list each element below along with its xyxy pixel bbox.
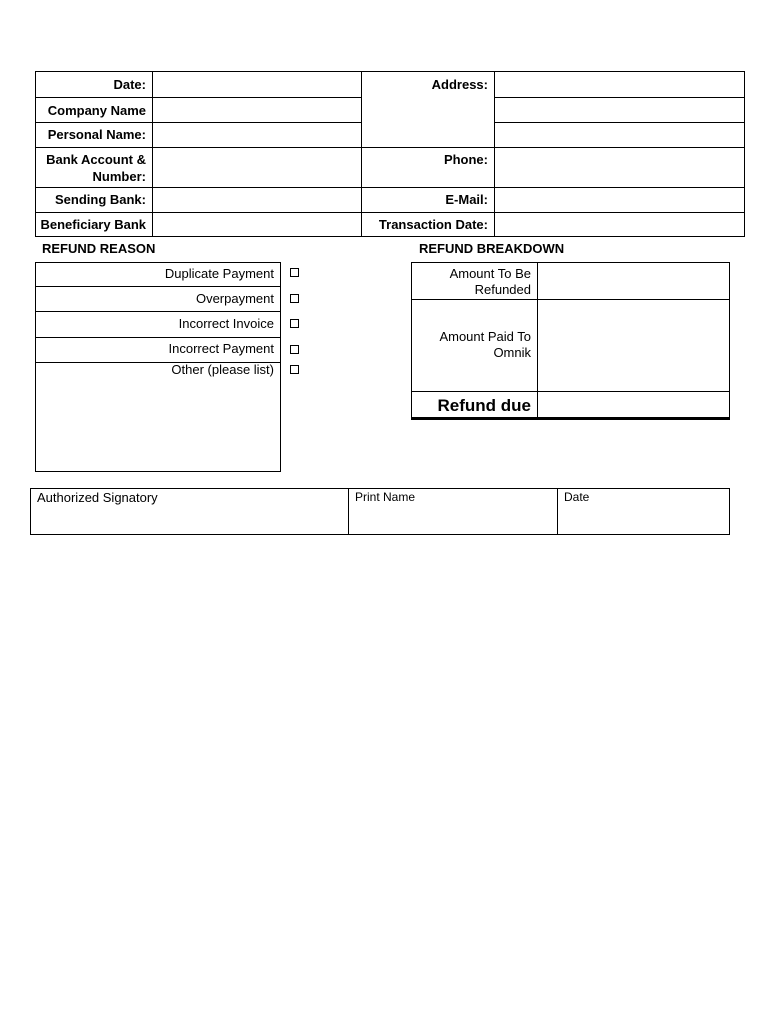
reason-other-label: Other (please list) xyxy=(171,362,274,377)
reason-overpayment-label: Overpayment xyxy=(195,291,274,306)
other-checkbox[interactable] xyxy=(290,365,299,374)
company-name-label: Company Name xyxy=(47,103,146,118)
phone-field[interactable] xyxy=(495,148,745,187)
incorrect-payment-checkbox[interactable] xyxy=(290,345,299,354)
bank-account-label-line1: Bank Account & xyxy=(46,152,146,167)
bank-account-label-line2: Number: xyxy=(92,169,146,184)
date-field[interactable] xyxy=(153,72,361,97)
refund-due-field[interactable] xyxy=(538,392,729,417)
reason-incorrect-invoice-label: Incorrect Invoice xyxy=(178,316,274,331)
amount-to-be-refunded-field[interactable] xyxy=(538,263,729,299)
amount-to-be-refunded-label xyxy=(413,266,531,298)
bank-account-label xyxy=(36,151,146,185)
amount-paid-line2: Omnik xyxy=(493,345,531,360)
reason-divider xyxy=(35,311,281,312)
amount-paid-label xyxy=(413,329,531,361)
duplicate-payment-checkbox[interactable] xyxy=(290,268,299,277)
reason-duplicate-payment-label: Duplicate Payment xyxy=(164,266,274,281)
phone-label: Phone: xyxy=(443,152,488,167)
amount-to-be-refunded-line2: Refunded xyxy=(474,282,531,297)
authorized-signatory-label: Authorized Signatory xyxy=(37,490,158,505)
refund-due-label: Refund due xyxy=(437,396,531,415)
incorrect-invoice-checkbox[interactable] xyxy=(290,319,299,328)
date-label: Date: xyxy=(113,77,146,92)
sending-bank-field[interactable] xyxy=(153,188,361,212)
breakdown-divider xyxy=(411,417,730,419)
email-field[interactable] xyxy=(495,188,745,212)
beneficiary-bank-field[interactable] xyxy=(153,213,361,237)
sending-bank-label: Sending Bank: xyxy=(54,192,146,207)
personal-name-field[interactable] xyxy=(153,123,361,147)
address-field[interactable] xyxy=(495,72,745,147)
reason-divider xyxy=(35,337,281,338)
overpayment-checkbox[interactable] xyxy=(290,294,299,303)
amount-paid-field[interactable] xyxy=(538,300,729,391)
transaction-date-label: Transaction Date: xyxy=(378,217,488,232)
beneficiary-bank-label: Beneficiary Bank xyxy=(40,217,146,232)
amount-to-be-refunded-line1: Amount To Be xyxy=(449,266,531,281)
refund-breakdown-heading: REFUND BREAKDOWN xyxy=(419,241,565,256)
signature-date-label: Date xyxy=(564,490,590,504)
other-reason-text-area[interactable] xyxy=(36,380,280,471)
refund-reason-heading: REFUND REASON xyxy=(42,241,156,256)
address-label: Address: xyxy=(431,77,488,92)
reason-incorrect-payment-label: Incorrect Payment xyxy=(168,341,274,356)
authorized-signatory-field[interactable] xyxy=(31,506,347,534)
company-name-field[interactable] xyxy=(153,98,361,122)
personal-name-label: Personal Name: xyxy=(47,127,146,142)
reason-divider xyxy=(35,286,281,287)
email-label: E-Mail: xyxy=(445,192,488,207)
bank-account-field[interactable] xyxy=(153,148,361,187)
print-name-label: Print Name xyxy=(355,490,416,504)
transaction-date-field[interactable] xyxy=(495,213,745,237)
signature-date-field[interactable] xyxy=(558,506,729,534)
amount-paid-line1: Amount Paid To xyxy=(439,329,531,344)
print-name-field[interactable] xyxy=(349,506,556,534)
